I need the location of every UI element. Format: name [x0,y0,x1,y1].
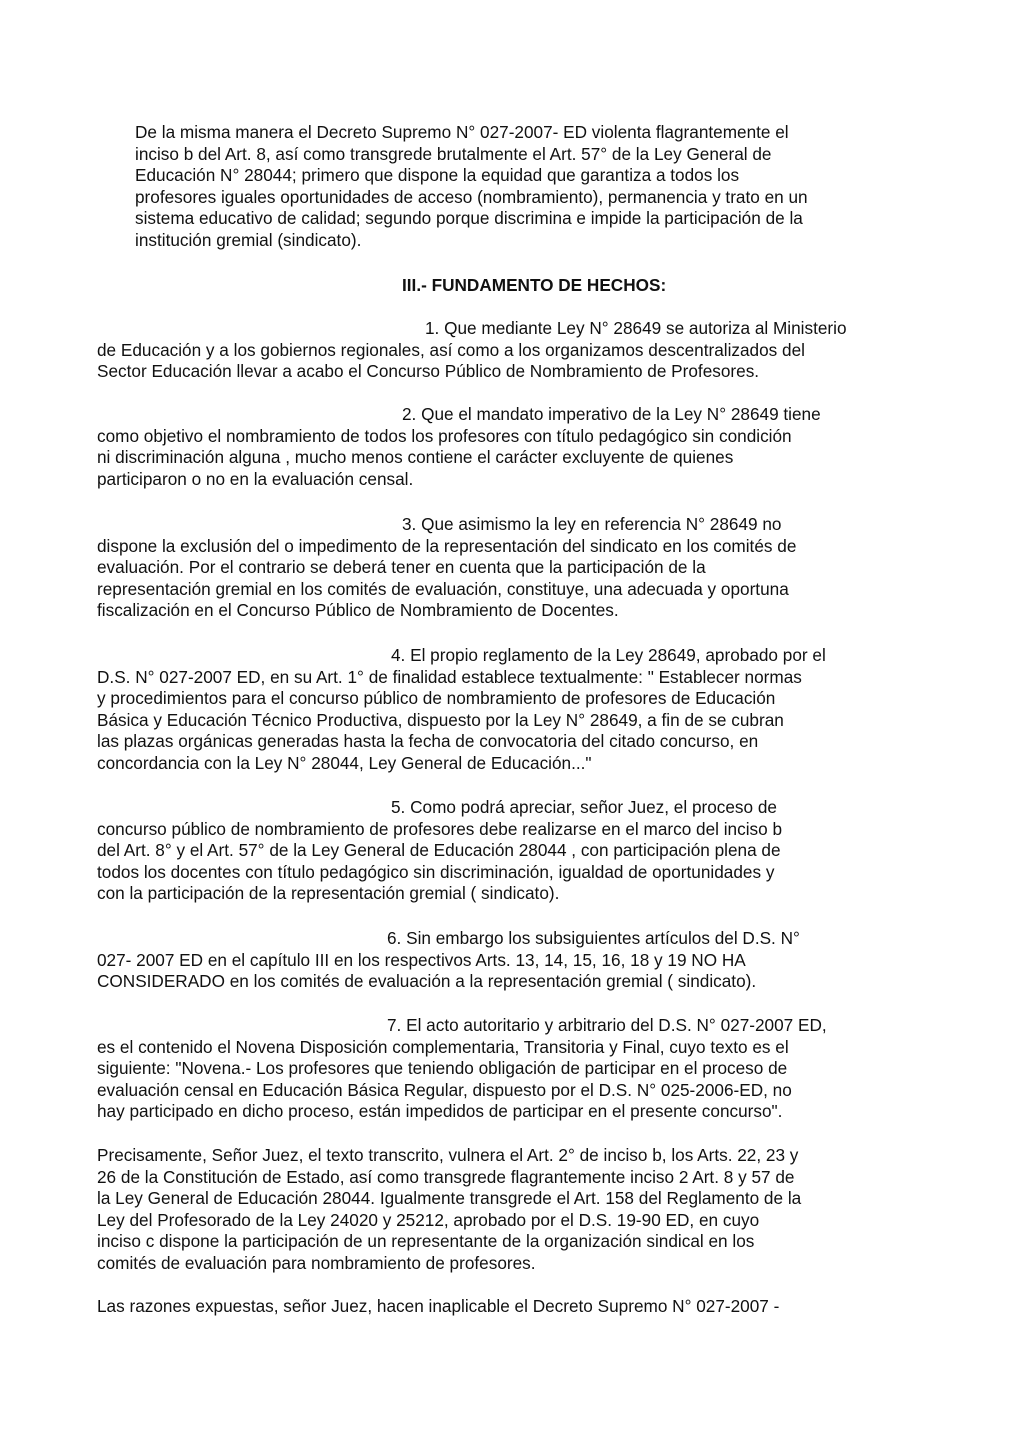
text-line: Precisamente, Señor Juez, el texto transcrito, vulnera el Art. 2° de inciso b, los Arts. 22, 23 y [97,1145,799,1165]
text-line: sistema educativo de calidad; segundo porque discrimina e impide la participación de la [135,208,803,228]
fact-lead: 2. Que el mandato imperativo de la Ley N° 28649 tiene [402,404,821,424]
fact-paragraph-1 [97,318,897,383]
text-line: D.S. N° 027-2007 ED, en su Art. 1° de finalidad establece textualmente: " Establecer normas [97,666,802,687]
text-line: inciso c dispone la participación de un representante de la organización sindical en los [97,1231,755,1251]
fact-paragraph-7 [97,1015,897,1123]
text-line: concordancia con la Ley N° 28044, Ley General de Educación..." [97,752,592,773]
closing-paragraph-1 [97,1145,897,1274]
text-line: Educación N° 28044; primero que dispone la equidad que garantiza a todos los [135,165,740,185]
fact-lead: 5. Como podrá apreciar, señor Juez, el proceso de [391,797,777,817]
text-line: Ley del Profesorado de la Ley 24020 y 25212, aprobado por el D.S. 19-90 ED, en cuyo [97,1209,760,1230]
fact-paragraph-3 [97,514,897,622]
fact-lead: 1. Que mediante Ley N° 28649 se autoriza al Ministerio [425,318,847,338]
text-line: participaron o no en la evaluación censal. [97,468,414,489]
fact-paragraph-4 [97,645,897,774]
text-line: fiscalización en el Concurso Público de Nombramiento de Docentes. [97,600,619,620]
text-line: concurso público de nombramiento de profesores debe realizarse en el marco del inciso b [97,818,783,839]
text-line: todos los docentes con título pedagógico sin discriminación, igualdad de oportunidades y [97,861,775,882]
fact-lead: 7. El acto autoritario y arbitrario del D.S. N° 027-2007 ED, [387,1015,827,1035]
text-line: dispone la exclusión del o impedimento de la representación del sindicato en los comités de [97,535,797,556]
fact-paragraph-6 [97,928,897,993]
text-line: como objetivo el nombramiento de todos los profesores con título pedagógico sin condición [97,425,792,446]
fact-lead: 6. Sin embargo los subsiguientes artículos del D.S. N° [387,928,800,948]
text-line: con la participación de la representación gremial ( sindicato). [97,883,560,903]
text-line: inciso b del Art. 8, así como transgrede brutalmente el Art. 57° de la Ley General de [135,143,772,164]
text-line: CONSIDERADO en los comités de evaluación a la representación gremial ( sindicato). [97,971,757,991]
section-heading: III.- FUNDAMENTO DE HECHOS: [402,275,667,295]
text-line: evaluación censal en Educación Básica Regular, dispuesto por el D.S. N° 025-2006-ED, no [97,1079,792,1100]
fact-paragraph-2 [97,404,897,490]
closing-paragraph-2 [97,1296,897,1318]
text-line: de Educación y a los gobiernos regionales, así como a los organizamos descentralizados del [97,339,805,360]
text-line: evaluación. Por el contrario se deberá tener en cuenta que la participación de la [97,557,706,577]
text-line: representación gremial en los comités de evaluación, constituye, una adecuada y oportuna [97,578,789,599]
text-line: De la misma manera el Decreto Supremo N° 027-2007- ED violenta flagrantemente el [135,122,789,142]
text-line: hay participado en dicho proceso, están impedidos de participar en el presente concurso". [97,1101,783,1121]
fact-lead: 4. El propio reglamento de la Ley 28649, aprobado por el [391,645,826,665]
text-line: Sector Educación llevar a acabo el Concurso Público de Nombramiento de Profesores. [97,361,760,381]
text-line: institución gremial (sindicato). [135,229,362,250]
text-line: siguiente: "Novena.- Los profesores que teniendo obligación de participar en el proceso de [97,1058,788,1078]
fact-lead: 3. Que asimismo la ley en referencia N° 28649 no [402,514,782,534]
text-line: comités de evaluación para nombramiento de profesores. [97,1252,536,1273]
fact-paragraph-5 [97,797,897,905]
text-line: Básica y Educación Técnico Productiva, dispuesto por la Ley N° 28649, a fin de se cubran [97,709,784,730]
text-line: profesores iguales oportunidades de acceso (nombramiento), permanencia y trato en un [135,186,808,207]
text-line: la Ley General de Educación 28044. Igualmente transgrede el Art. 158 del Reglamento de la [97,1188,802,1208]
text-line: las plazas orgánicas generadas hasta la fecha de convocatoria del citado concurso, en [97,731,759,751]
text-line: del Art. 8° y el Art. 57° de la Ley General de Educación 28044 , con participación plena de [97,840,781,860]
text-line: es el contenido el Novena Disposición complementaria, Transitoria y Final, cuyo texto es el [97,1036,789,1057]
text-line: 027- 2007 ED en el capítulo III en los respectivos Arts. 13, 14, 15, 16, 18 y 19 NO HA [97,949,746,970]
text-line: y procedimientos para el concurso público de nombramiento de profesores de Educación [97,688,776,708]
text-line: 26 de la Constitución de Estado, así como transgrede flagrantemente inciso 2 Art. 8 y 57 de [97,1166,795,1187]
text-line: Las razones expuestas, señor Juez, hacen inaplicable el Decreto Supremo N° 027-2007 - [97,1296,780,1316]
text-line: ni discriminación alguna , mucho menos contiene el carácter excluyente de quienes [97,447,734,467]
intro-paragraph [135,122,895,251]
